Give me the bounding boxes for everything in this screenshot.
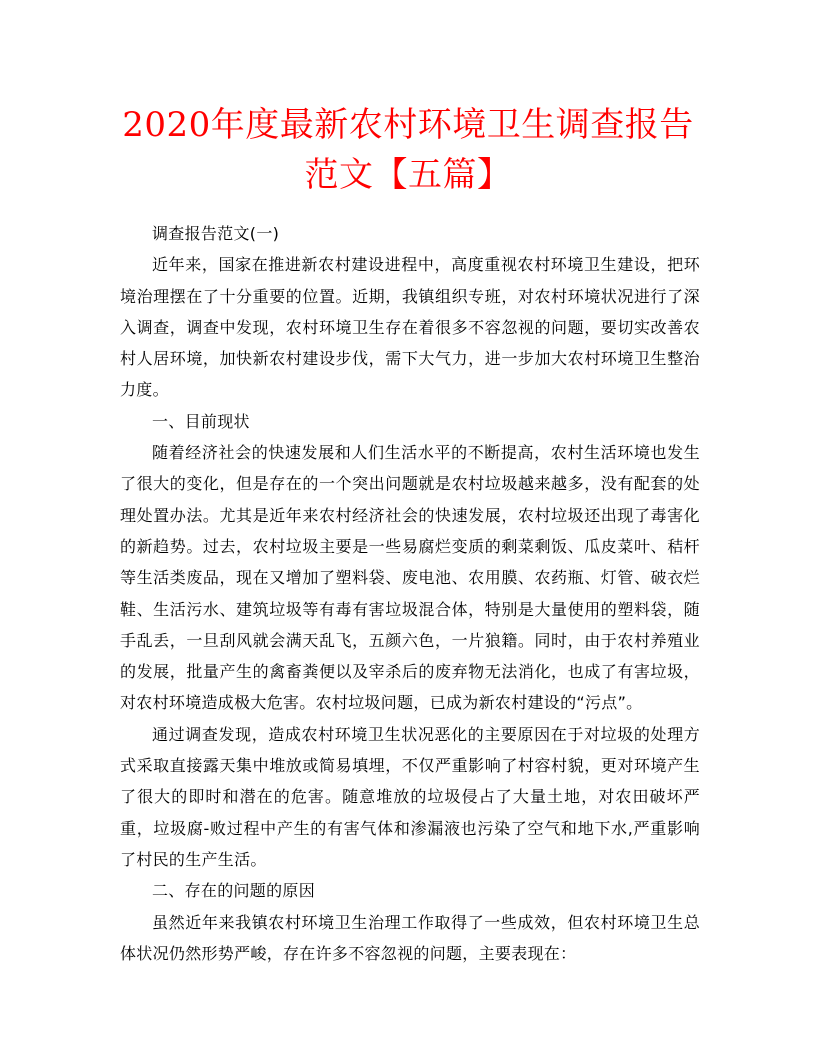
section-heading-current-status: 一、目前现状 <box>152 411 250 431</box>
section-heading-problems-causes: 二、存在的问题的原因 <box>152 881 316 901</box>
paragraph-problems-summary: 虽然近年来我镇农村环境卫生治理工作取得了一些成效，但农村环境卫生总体状况仍然形势严峻，存在许多不容忽视的问题，主要表现在： <box>120 912 700 963</box>
section-heading-report-one: 调查报告范文(一) <box>152 224 280 243</box>
paragraph-current-status: 随着经济社会的快速发展和人们生活水平的不断提高，农村生活环境也发生了很大的变化，但是存在的一个突出问题就是农村垃圾越来越多，没有配套的处理处置办法。尤其是近年来农村经济社会的快速发展，农村垃圾还出现了毒害化的新趋势。过去，农村垃圾主要是一些易腐烂变质的剩菜剩饭、瓜皮菜叶、秸杆等生活类废品，现在又增加了塑料袋、废电池、农用膜、农药瓶、灯管、破衣烂鞋、生活污水、建筑垃圾等有毒有害垃圾混合体，特别是大量使用的塑料袋，随手乱丢，一旦刮风就会满天乱飞，五颜六色，一片狼籍。同时，由于农村养殖业的发展，批量产生的禽畜粪便以及宰杀后的废弃物无法消化，也成了有害垃圾，对农村环境造成极大危害。农村垃圾问题，已成为新农村建设的“污点”。 <box>120 443 700 713</box>
document-body <box>120 218 700 969</box>
paragraph-investigation-findings: 通过调查发现，造成农村环境卫生状况恶化的主要原因在于对垃圾的处理方式采取直接露天集中堆放或简易填埋，不仅严重影响了村容村貌，更对环境产生了很大的即时和潜在的危害。随意堆放的垃圾侵占了大量土地，对农田破坏严重，垃圾腐-败过程中产生的有害气体和渗漏液也污染了空气和地下水,严重影响了村民的生产生活。 <box>120 724 700 869</box>
paragraph-intro: 近年来，国家在推进新农村建设进程中，高度重视农村环境卫生建设，把环境治理摆在了十分重要的位置。近期，我镇组织专班，对农村环境状况进行了深入调查，调查中发现，农村环境卫生存在着很多不容忽视的问题，要切实改善农村人居环境，加快新农村建设步伐，需下大气力，进一步加大农村环境卫生整治力度。 <box>120 255 700 400</box>
document-title: 2020年度最新农村环境卫生调查报告范文【五篇】 <box>122 105 694 195</box>
